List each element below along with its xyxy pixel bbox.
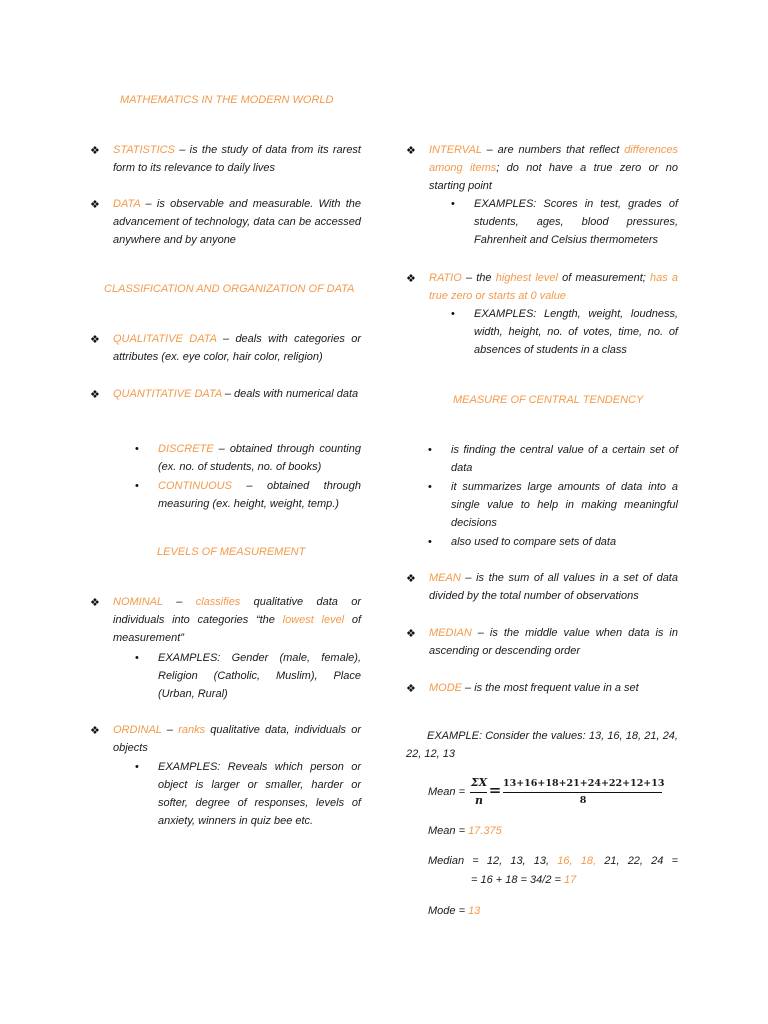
median-definition: – is the middle value when data is in ascending or descending order bbox=[429, 627, 678, 657]
bullet-icon: • bbox=[428, 444, 432, 456]
median-result-line-2 bbox=[471, 874, 576, 886]
diamond-bullet-icon: ❖ bbox=[90, 145, 100, 157]
nominal-dash: – bbox=[162, 596, 196, 608]
classification-heading: CLASSIFICATION AND ORGANIZATION OF DATA bbox=[104, 283, 355, 295]
bullet-icon: • bbox=[135, 761, 139, 773]
median-term: MEDIAN bbox=[429, 627, 472, 639]
diamond-bullet-icon: ❖ bbox=[90, 597, 100, 609]
diamond-bullet-icon: ❖ bbox=[90, 334, 100, 346]
nominal-definition: qualitative data or individuals into categories “the bbox=[113, 596, 361, 626]
ordinal-term: ORDINAL bbox=[113, 724, 162, 736]
interval-item bbox=[406, 141, 678, 195]
nominal-examples: EXAMPLES: Gender (male, female), Religion (Catholic, Muslim), Place (Urban, Rural) bbox=[158, 652, 361, 700]
bullet-icon: • bbox=[135, 480, 139, 492]
ratio-examples: EXAMPLES: Length, weight, loudness, width, height, no. of votes, time, no. of absences of students in a class bbox=[474, 308, 678, 356]
statistics-item bbox=[90, 141, 361, 177]
ratio-true-zero: has a true zero or starts at 0 value bbox=[429, 272, 678, 302]
interval-definition: ; do not have a true zero or no starting point bbox=[429, 162, 678, 192]
mode-definition: – is the most frequent value in a set bbox=[462, 682, 639, 694]
ordinal-item bbox=[90, 721, 361, 757]
bullet-icon: • bbox=[428, 481, 432, 493]
ordinal-definition: qualitative data, individuals or objects bbox=[113, 724, 361, 754]
diamond-bullet-icon: ❖ bbox=[406, 683, 416, 695]
ratio-dash: – the bbox=[461, 272, 496, 284]
diamond-bullet-icon: ❖ bbox=[406, 145, 416, 157]
page-title: MATHEMATICS IN THE MODERN WORLD bbox=[120, 94, 334, 106]
mean-item bbox=[406, 569, 678, 605]
interval-term: INTERVAL bbox=[429, 144, 482, 156]
median-calculation: = 16 + 18 = 34/2 = bbox=[471, 874, 564, 886]
ratio-item bbox=[406, 269, 678, 305]
nominal-item bbox=[90, 593, 361, 647]
formula-equals: = bbox=[488, 781, 502, 799]
mode-term: MODE bbox=[429, 682, 462, 694]
quantitative-definition: – deals with numerical data bbox=[221, 388, 359, 400]
nominal-term: NOMINAL bbox=[113, 596, 163, 608]
mean-result-label: Mean = bbox=[428, 825, 469, 837]
nominal-lowest-level: lowest level bbox=[282, 614, 345, 626]
data-term: DATA bbox=[113, 198, 141, 210]
mean-definition: – is the sum of all values in a set of data divided by the total number of observations bbox=[429, 572, 678, 602]
interval-examples-item bbox=[451, 195, 678, 249]
median-result-value: 17 bbox=[563, 874, 577, 886]
bullet-icon: • bbox=[428, 536, 432, 548]
mode-result bbox=[428, 905, 480, 917]
formula-denominator: n bbox=[475, 794, 483, 807]
diamond-bullet-icon: ❖ bbox=[90, 199, 100, 211]
bullet-icon: • bbox=[135, 443, 139, 455]
qualitative-term: QUALITATIVE DATA bbox=[113, 333, 217, 345]
ratio-term: RATIO bbox=[429, 272, 462, 284]
continuous-item bbox=[135, 477, 361, 513]
diamond-bullet-icon: ❖ bbox=[406, 573, 416, 585]
median-values: Median = 12, 13, 13, bbox=[428, 855, 558, 867]
data-definition: – is observable and measurable. With the advancement of technology, data can be accessed anywhere and by anyone bbox=[113, 198, 361, 246]
ratio-highest-level: highest level bbox=[495, 272, 558, 284]
mode-item bbox=[406, 679, 678, 697]
formula-label: Mean = bbox=[428, 786, 465, 798]
interval-differences: differences among items bbox=[429, 144, 678, 174]
central-bullet-1 bbox=[428, 441, 678, 477]
fraction-line bbox=[503, 792, 662, 793]
fraction-line bbox=[470, 792, 487, 793]
example-text: EXAMPLE: Consider the values: 13, 16, 18, 21, 24, 22, 12, 13 bbox=[406, 730, 678, 760]
discrete-item bbox=[135, 440, 361, 476]
statistics-definition: – is the study of data from its rarest form to its relevance to daily lives bbox=[113, 144, 361, 174]
discrete-definition: – obtained through counting (ex. no. of students, no. of books) bbox=[158, 443, 361, 473]
ordinal-ranks: ranks bbox=[178, 724, 206, 736]
diamond-bullet-icon: ❖ bbox=[406, 273, 416, 285]
levels-heading: LEVELS OF MEASUREMENT bbox=[157, 546, 306, 558]
nominal-classifies: classifies bbox=[195, 596, 241, 608]
diamond-bullet-icon: ❖ bbox=[90, 725, 100, 737]
diamond-bullet-icon: ❖ bbox=[90, 389, 100, 401]
qualitative-definition: – deals with categories or attributes (ex. eye color, hair color, religion) bbox=[113, 333, 361, 363]
mode-result-value: 13 bbox=[468, 905, 481, 917]
quantitative-item bbox=[90, 385, 361, 403]
discrete-term: DISCRETE bbox=[158, 443, 214, 455]
ordinal-dash: – bbox=[161, 724, 179, 736]
central-bullet-text: it summarizes large amounts of data into a single value to help in making meaningful decisions bbox=[451, 481, 678, 529]
median-middle-values: 16, 18, bbox=[557, 855, 597, 867]
data-item bbox=[90, 195, 361, 249]
qualitative-item bbox=[90, 330, 361, 366]
median-values-end: 21, 22, 24 = bbox=[596, 855, 679, 867]
diamond-bullet-icon: ❖ bbox=[406, 628, 416, 640]
formula-count: 8 bbox=[579, 795, 587, 806]
continuous-term: CONTINUOUS bbox=[158, 480, 232, 492]
formula-numerator: ΣX bbox=[470, 776, 488, 789]
central-tendency-heading: MEASURE OF CENTRAL TENDENCY bbox=[453, 394, 644, 406]
ordinal-examples: EXAMPLES: Reveals which person or object is larger or smaller, harder or softer, degree of responses, levels of anxiety, winners in quiz bee etc. bbox=[158, 761, 361, 827]
quantitative-term: QUANTITATIVE DATA bbox=[113, 388, 222, 400]
median-result-line-1 bbox=[428, 855, 678, 867]
central-bullet-2 bbox=[428, 478, 678, 532]
mode-result-label: Mode = bbox=[428, 905, 469, 917]
central-bullet-text: is finding the central value of a certain set of data bbox=[451, 444, 678, 474]
median-item bbox=[406, 624, 678, 660]
interval-examples: EXAMPLES: Scores in test, grades of students, ages, blood pressures, Fahrenheit and Celsius thermometers bbox=[474, 198, 678, 246]
interval-dash: – are numbers that reflect bbox=[481, 144, 625, 156]
mean-term: MEAN bbox=[429, 572, 461, 584]
central-bullet-3 bbox=[428, 533, 678, 551]
formula-sum: 13+16+18+21+24+22+12+13 bbox=[503, 778, 665, 789]
bullet-icon: • bbox=[135, 652, 139, 664]
ratio-definition: of measurement; bbox=[557, 272, 650, 284]
statistics-term: STATISTICS bbox=[113, 144, 175, 156]
bullet-icon: • bbox=[451, 308, 455, 320]
nominal-definition-end: of measurement” bbox=[113, 614, 362, 644]
ratio-examples-item bbox=[451, 305, 678, 359]
central-bullet-text: also used to compare sets of data bbox=[451, 536, 617, 548]
mean-result-value: 17.375 bbox=[468, 825, 502, 837]
continuous-definition: – obtained through measuring (ex. height, weight, temp.) bbox=[158, 480, 361, 510]
mean-result bbox=[428, 825, 502, 837]
ordinal-examples-item bbox=[135, 758, 361, 830]
bullet-icon: • bbox=[451, 198, 455, 210]
nominal-examples-item bbox=[135, 649, 361, 703]
